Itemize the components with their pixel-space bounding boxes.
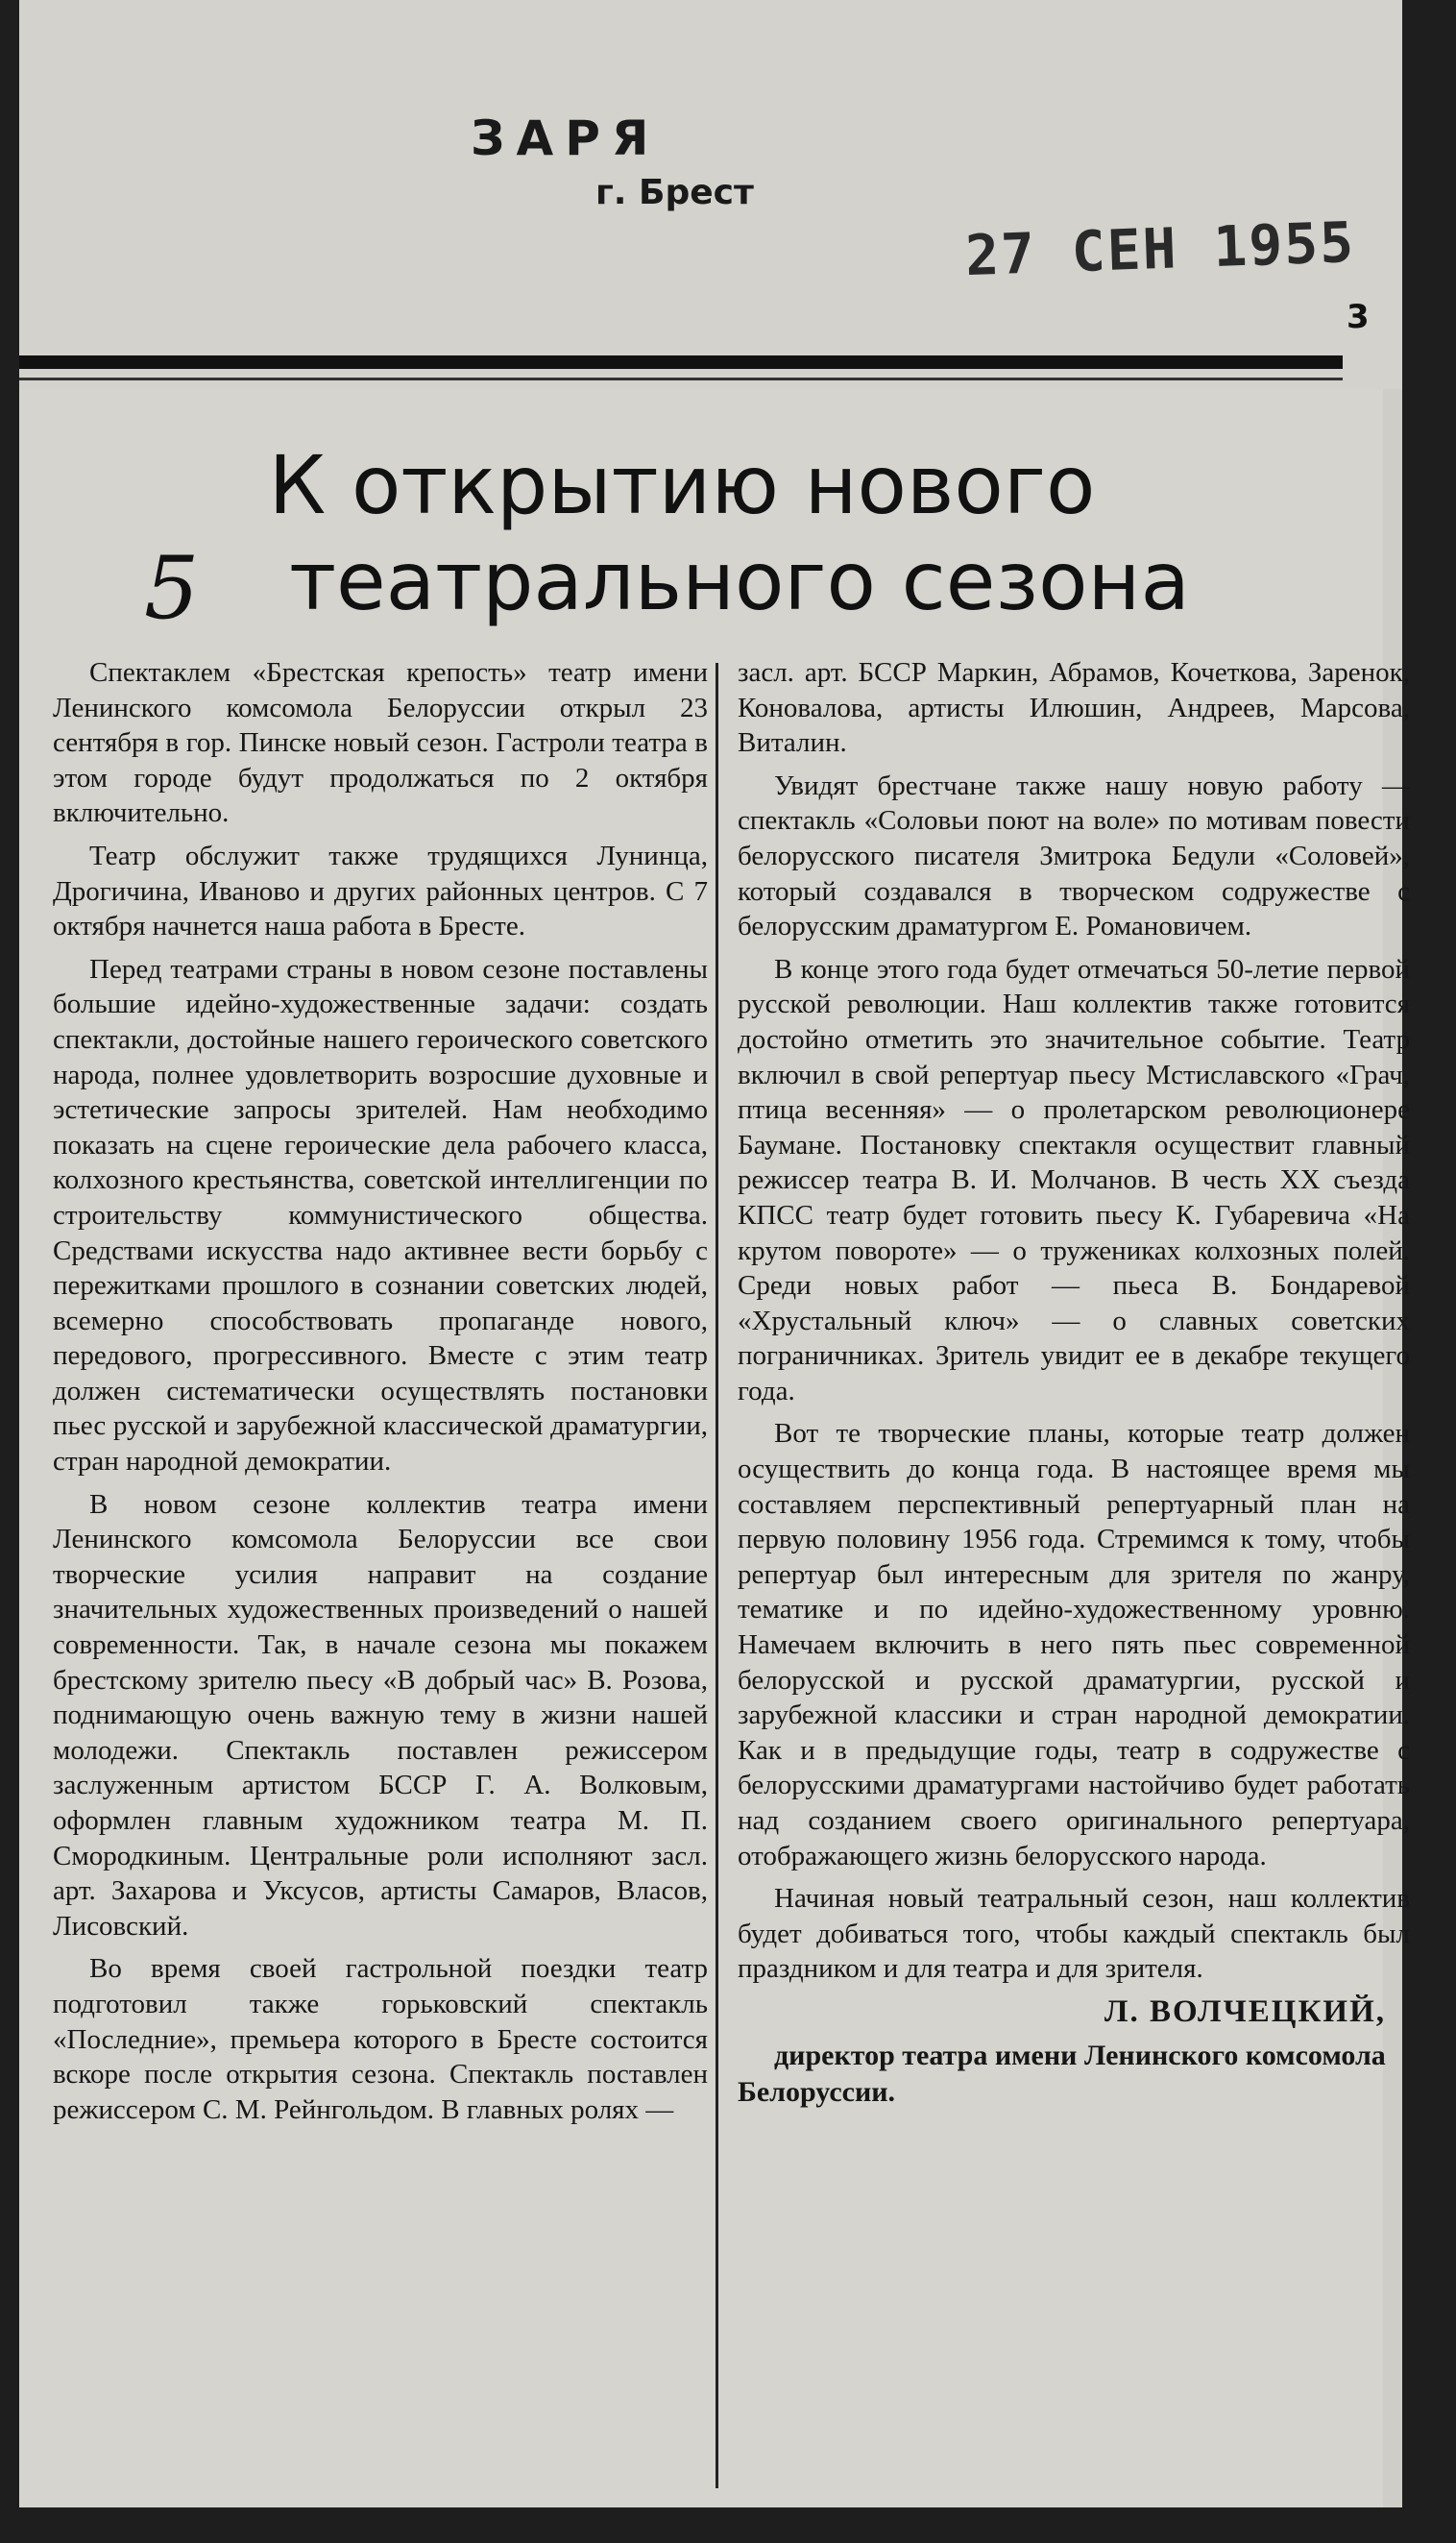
header-rule-thin <box>19 378 1343 380</box>
paragraph: В конце этого года будет отмечаться 50-летие первой русской революции. Наш коллектив также готовится достойно отметить это значительное событие. Театр включил в свой репертуар пьесу Мстиславского «Грач, птица весенняя» — о пролетарском революционере Баумане. Постановку спектакля осуществит главный режиссер театра В. И. Молчанов. В честь XX съезда КПСС театр будет готовить пьесу К. Губаревича «На крутом повороте» — о тружениках колхозных полей. Среди новых работ — пьеса В. Бондаревой «Хрустальный ключ» — о славных советских пограничниках. Зритель увидит ее в декабре текущего года. <box>738 953 1410 1406</box>
article-title <box>144 437 1277 629</box>
right-column <box>738 655 1410 2118</box>
author-title: директор театра имени Ленинского комсомола Белоруссии. <box>738 2039 1386 2108</box>
date-stamp: 27 СЕН 1955 <box>963 208 1357 289</box>
paragraph: Перед театрами страны в новом сезоне поставлены большие идейно-художественные задачи: создать спектакли, достойные нашего героического советского народа, полнее удовлетворить возросшие духовные и эстетические запросы зрителей. Нам необходимо показать на сцене героические дела рабочего класса, колхозного крестьянства, советской интеллигенции по строительству коммунистического общества. Средствами искусства надо активнее вести борьбу с пережитками прошлого в сознании советских людей, всемерно способствовать пропаганде нового, передового, прогрессивного. Вместе с этим театр должен систематически осуществлять постановки пьес русской и зарубежной классической драматургии, стран народной демократии. <box>53 953 708 1478</box>
paragraph: Увидят брестчане также нашу новую работу — спектакль «Соловьи поют на воле» по мотивам повести белорусского писателя Змитрока Бедули «Соловей», который создавался в творческом содружестве с белорусским драматургом Е. Романовичем. <box>738 770 1410 942</box>
handwritten-margin-mark: 5 <box>144 538 200 639</box>
page-number: 3 <box>1347 298 1370 336</box>
header-rule-thick <box>19 355 1343 369</box>
paragraph: В новом сезоне коллектив театра имени Ленинского комсомола Белоруссии все свои творческие усилия направит на создание значительных художественных произведений о нашей современности. Так, в начале сезона мы покажем брестскому зрителю пьесу «В добрый час» В. Розова, поднимающую очень важную тему в жизни нашей молодежи. Спектакль поставлен режиссером заслуженным артистом БССР Г. А. Волковым, оформлен главным художником театра М. П. Смородкиным. Центральные роли исполняют засл. арт. Захарова и Уксусов, артисты Самаров, Власов, Лисовский. <box>53 1488 708 1942</box>
paragraph: Начиная новый театральный сезон, наш коллектив будет добиваться того, чтобы каждый спектакль был праздником и для театра и для зрителя. <box>738 1883 1410 1985</box>
title-line-1: К открытию нового <box>268 438 1096 532</box>
newspaper-city: г. Брест <box>595 173 754 212</box>
header-slip <box>19 0 1402 389</box>
newspaper-name: ЗАРЯ <box>471 110 661 166</box>
paragraph-continuation: засл. арт. БССР Маркин, Абрамов, Кочеткова, Заренок, Коновалова, артисты Илюшин, Андреев, Марсова, Виталин. <box>738 657 1410 759</box>
paragraph: Спектаклем «Брестская крепость» театр имени Ленинского комсомола Белоруссии открыл 23 сентября в гор. Пинске новый сезон. Гастроли театра в этом городе будут продолжаться по 2 октября включительно. <box>53 657 708 829</box>
column-divider <box>716 663 718 2488</box>
left-column <box>53 655 708 2135</box>
paragraph: Во время своей гастрольной поездки театр подготовил также горьковский спектакль «Последние», премьера которого в Бресте состоится вскоре после открытия сезона. Спектакль поставлен режиссером С. М. Рейнгольдом. В главных ролях — <box>53 1953 708 2125</box>
paragraph: Театр обслужит также трудящихся Лунинца, Дрогичина, Иваново и других районных центров. С 7 октября начнется наша работа в Бресте. <box>53 840 708 942</box>
author-signature: Л. ВОЛЧЕЦКИЙ, <box>1104 1993 1386 2029</box>
title-line-2: театрального сезона <box>289 534 1190 628</box>
paragraph: Вот те творческие планы, которые театр должен осуществить до конца года. В настоящее время мы составляем перспективный репертуарный план на первую половину 1956 года. Стремимся к тому, чтобы репертуар был интересным для зрителя по жанру, тематике и по идейно-художественному уровню. Намечаем включить в него пять пьес современной белорусской и русской драматургии, русской и зарубежной классики и стран народной демократии. Как и в предыдущие годы, театр в содружестве с белорусскими драматургами настойчиво будет работать над созданием своего оригинального репертуара, отображающего жизнь белорусского народа. <box>738 1418 1410 1871</box>
